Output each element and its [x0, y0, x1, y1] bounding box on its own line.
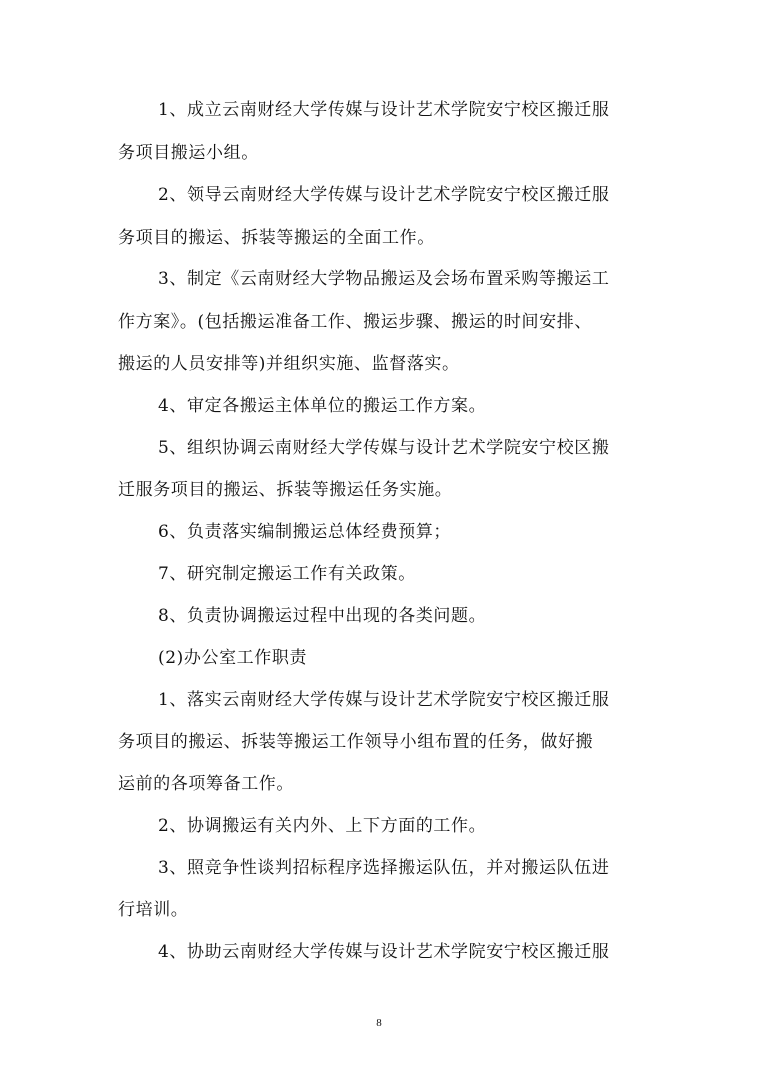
text-line: 作方案》。(包括搬运准备工作、搬运步骤、搬运的时间安排、 [118, 312, 592, 332]
text-line: 1、落实云南财经大学传媒与设计艺术学院安宁校区搬迁服 [158, 690, 610, 710]
text-line: 2、协调搬运有关内外、上下方面的工作。 [158, 816, 487, 836]
text-line: 6、负责落实编制搬运总体经费预算； [158, 522, 452, 542]
text-line: 务项目的搬运、拆装等搬运工作领导小组布置的任务，做好搬 [118, 732, 594, 752]
text-line: 务项目的搬运、拆装等搬运的全面工作。 [118, 228, 435, 248]
text-line: 4、协助云南财经大学传媒与设计艺术学院安宁校区搬迁服 [158, 942, 610, 962]
text-line: 3、照竞争性谈判招标程序选择搬运队伍，并对搬运队伍进 [158, 858, 610, 878]
text-line: 迁服务项目的搬运、拆装等搬运任务实施。 [118, 480, 453, 500]
text-line: 2、领导云南财经大学传媒与设计艺术学院安宁校区搬迁服 [158, 185, 610, 205]
text-line: 搬运的人员安排等)并组织实施、监督落实。 [118, 354, 460, 374]
text-line: 7、研究制定搬运工作有关政策。 [158, 564, 416, 584]
text-line: 务项目搬运小组。 [118, 143, 259, 163]
section-heading: (2)办公室工作职责 [158, 648, 308, 668]
text-line: 运前的各项筹备工作。 [118, 774, 294, 794]
text-line: 3、制定《云南财经大学物品搬运及会场布置采购等搬运工 [158, 269, 610, 289]
page-number: 8 [376, 1017, 382, 1029]
text-line: 1、成立云南财经大学传媒与设计艺术学院安宁校区搬迁服 [158, 100, 610, 120]
text-line: 行培训。 [118, 900, 189, 920]
text-line: 5、组织协调云南财经大学传媒与设计艺术学院安宁校区搬 [158, 438, 610, 458]
text-line: 8、负责协调搬运过程中出现的各类问题。 [158, 606, 487, 626]
text-line: 4、审定各搬运主体单位的搬运工作方案。 [158, 396, 487, 416]
